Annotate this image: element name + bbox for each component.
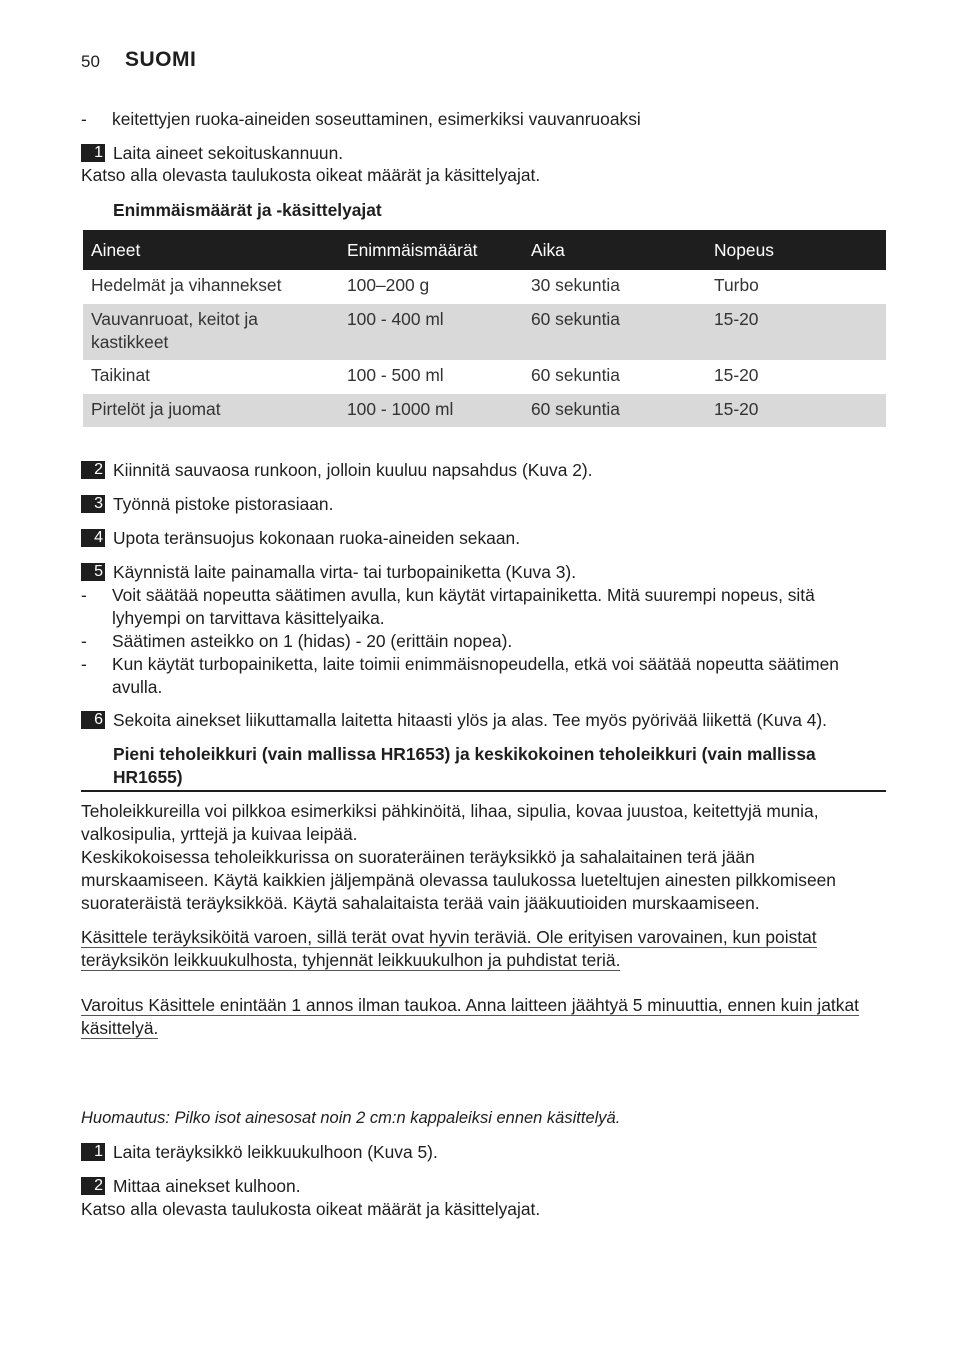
column-header: Nopeus: [706, 230, 886, 270]
list-item-text: Voit säätää nopeutta säätimen avulla, kun käytät virtapainiketta. Mitä suurempi nopeus, sitä lyhyempi on tarvittava käsittelyaika.: [112, 585, 815, 628]
column-header: Aineet: [83, 230, 339, 270]
step-number-badge: 1: [81, 1143, 105, 1161]
section-heading: Pieni teholeikkuri (vain mallissa HR1653) ja keskikokoinen teholeikkuri (vain mallissa HR1655): [113, 744, 816, 787]
step-text: Laita teräyksikkö leikkuukulhoon (Kuva 5).: [113, 1142, 438, 1162]
bullet-dash: -: [81, 585, 87, 605]
bullet-dash: -: [81, 654, 87, 674]
table-cell: 15-20: [706, 394, 886, 427]
table-cell: 60 sekuntia: [523, 304, 706, 360]
table-cell: 15-20: [714, 365, 759, 385]
step-number-badge: 2: [81, 461, 105, 479]
step-number-badge: 5: [81, 563, 105, 581]
step-note: Katso alla olevasta taulukosta oikeat määrät ja käsittelyajat.: [81, 165, 541, 185]
table-cell: Pirtelöt ja juomat: [83, 394, 339, 427]
step-text: Työnnä pistoke pistorasiaan.: [113, 494, 334, 514]
table-cell: Hedelmät ja vihannekset: [91, 275, 282, 295]
step-number-badge: 2: [81, 1177, 105, 1195]
table-cell: 15-20: [706, 304, 886, 360]
column-header: Aika: [523, 230, 706, 270]
table-title: Enimmäismäärät ja -käsittelyajat: [113, 200, 382, 220]
table-row: [83, 270, 886, 304]
step-text: Mittaa ainekset kulhoon.: [113, 1176, 301, 1196]
caution-text: [81, 926, 881, 972]
table-header-row: [83, 230, 886, 270]
table-row: [83, 304, 886, 360]
section-paragraph: Keskikokoisessa teholeikkurissa on suorateräinen teräyksikkö ja sahalaitainen terä jään murskaamiseen. Käytä kaikkien jäljempänä olevassa taulukossa lueteltujen ainesten pilkkomiseen suorateräistä teräyksikköä. Käytä sahalaitaista terää vain jääkuutioiden murskaamiseen.: [81, 847, 836, 913]
step-number-badge: 1: [81, 144, 105, 162]
bullet-dash: -: [81, 109, 87, 129]
section-paragraph: Teholeikkureilla voi pilkkoa esimerkiksi pähkinöitä, lihaa, sipulia, kovaa juustoa, keitettyjä munia, valkosipulia, yrttejä ja kuivaa leipää.: [81, 801, 819, 844]
table-cell: 100–200 g: [347, 275, 430, 295]
table-cell: 100 - 500 ml: [347, 365, 444, 385]
caution-text-content: Käsittele teräyksiköitä varoen, sillä terät ovat hyvin teräviä. Ole erityisen varovainen, kun poistat teräyksikön leikkuukulhosta, tyhjennät leikkuukulhon ja puhdistat teriä.: [81, 927, 817, 970]
bullet-dash: -: [81, 631, 87, 651]
table-cell: Turbo: [714, 275, 759, 295]
column-header: Enimmäismäärät: [339, 230, 523, 270]
list-item-text: Kun käytät turbopainiketta, laite toimii enimmäisnopeudella, etkä voi säätää nopeutta säätimen avulla.: [112, 654, 839, 697]
step-number-badge: 4: [81, 529, 105, 547]
table-row: [83, 360, 886, 394]
step-text: Kiinnitä sauvaosa runkoon, jolloin kuuluu napsahdus (Kuva 2).: [113, 460, 593, 480]
table-row: [83, 394, 886, 427]
step-text: Upota teränsuojus kokonaan ruoka-aineiden sekaan.: [113, 528, 521, 548]
page-language-title: SUOMI: [125, 48, 197, 71]
list-item-text: keitettyjen ruoka-aineiden soseuttaminen, esimerkiksi vauvanruoaksi: [112, 109, 641, 129]
limits-table: [83, 230, 886, 427]
table-cell: Vauvanruoat, keitot ja kastikkeet: [83, 304, 339, 360]
table-cell: Taikinat: [91, 365, 150, 385]
list-item-text: Säätimen asteikko on 1 (hidas) - 20 (erittäin nopea).: [112, 631, 513, 651]
table-cell: 100 - 400 ml: [339, 304, 523, 360]
note-text: Huomautus: Pilko isot ainesosat noin 2 cm:n kappaleiksi ennen käsittelyä.: [81, 1109, 621, 1127]
warning-text-content: Varoitus Käsittele enintään 1 annos ilman taukoa. Anna laitteen jäähtyä 5 minuuttia, ennen kuin jatkat käsittelyä.: [81, 995, 859, 1038]
step-text: Käynnistä laite painamalla virta- tai turbopainiketta (Kuva 3).: [113, 562, 577, 582]
step-text: Laita aineet sekoituskannuun.: [113, 143, 344, 163]
table-cell: 60 sekuntia: [531, 365, 620, 385]
table-cell: 30 sekuntia: [531, 275, 620, 295]
page-number: 50: [81, 52, 100, 71]
step-text: Sekoita ainekset liikuttamalla laitetta hitaasti ylös ja alas. Tee myös pyörivää liikettä (Kuva 4).: [113, 710, 827, 730]
step-number-badge: 6: [81, 711, 105, 729]
section-divider: [81, 790, 886, 792]
table-cell: 60 sekuntia: [523, 394, 706, 427]
step-note: Katso alla olevasta taulukosta oikeat määrät ja käsittelyajat.: [81, 1199, 541, 1219]
table-cell: 100 - 1000 ml: [339, 394, 523, 427]
warning-text: [81, 994, 871, 1040]
step-number-badge: 3: [81, 495, 105, 513]
